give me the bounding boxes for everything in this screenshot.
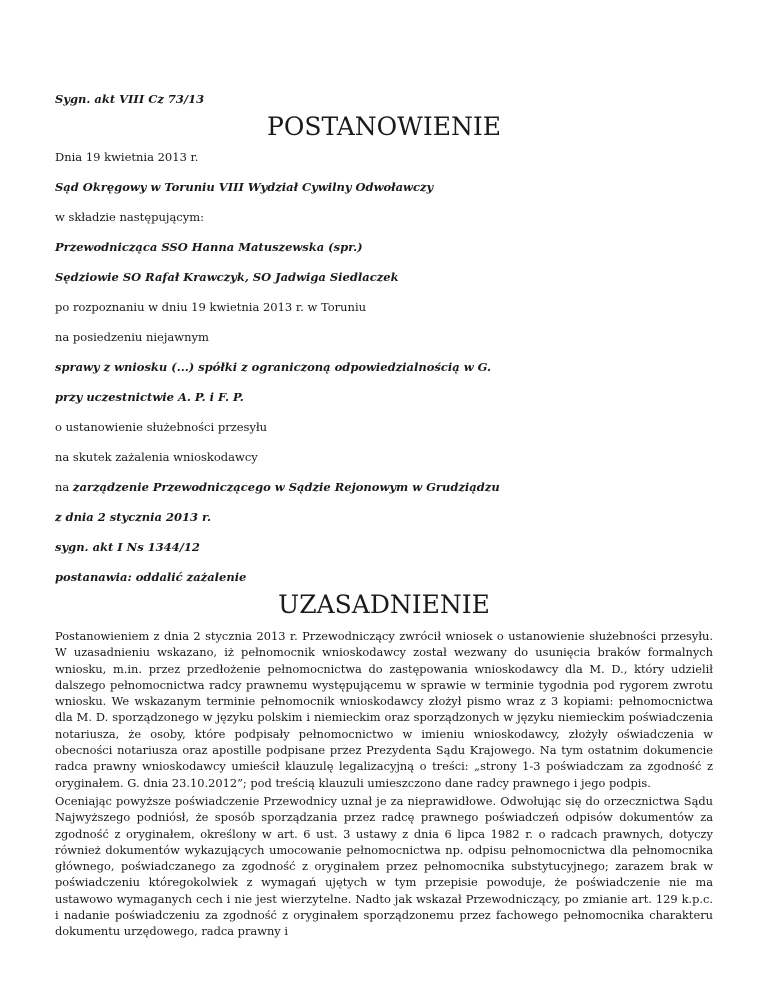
order-prefix: na	[55, 480, 73, 494]
order-line	[55, 480, 500, 494]
matter: o ustanowienie służebności przesyłu	[55, 420, 268, 434]
judges: Sędziowie SO Rafał Krawczyk, SO Jadwiga Siedlaczek	[55, 270, 399, 284]
ruling: postanawia: oddalić zażalenie	[55, 570, 247, 584]
court-name: Sąd Okręgowy w Toruniu VIII Wydział Cywilny Odwoławczy	[55, 180, 434, 194]
session-type: na posiedzeniu niejawnym	[55, 330, 209, 344]
page-title: POSTANOWIENIE	[267, 112, 501, 141]
justification-title: UZASADNIENIE	[278, 590, 490, 619]
date-line: Dnia 19 kwietnia 2013 r.	[55, 150, 199, 164]
participants: przy uczestnictwie A. P. i F. P.	[55, 390, 244, 404]
hearing-info: po rozpoznaniu w dniu 19 kwietnia 2013 r. w Toruniu	[55, 300, 367, 314]
presiding-judge: Przewodnicząca SSO Hanna Matuszewska (spr.)	[55, 240, 363, 254]
order-date: z dnia 2 stycznia 2013 r.	[55, 510, 211, 524]
case-subject: sprawy z wniosku (...) spółki z ograniczoną odpowiedzialnością w G.	[55, 360, 492, 374]
composition-intro: w składzie następującym:	[55, 210, 205, 224]
paragraph-2: Oceniając powyższe poświadczenie Przewodnicy uznał je za nieprawidłowe. Odwołując się do orzecznictwa Sądu Najwyższego podniósł, że sposób sporządzania przez radcę prawnego poświadczeń odpisów dokumentów za zgodność z oryginałem, określony w art. 6 ust. 3 ustawy z dnia 6 lipca 1982 r. o radcach prawnych, dotyczy również dokumentów wykazujących umocowanie pełnomocnictwa np. odpisu pełnomocnictwa dla pełnomocnika głównego, poświadczanego za zgodność z oryginałem przez pełnomocnika substytucyjnego; zarazem brak w poświadczeniu któregokolwiek z wymagań ujętych w tym przepisie powoduje, że poświadczenie nie ma ustawowo wymaganych cech i nie jest wierzytelne. Nadto jak wskazał Przewodniczący, po zmianie art. 129 k.p.c. i nadanie poświadczeniu za zgodność z oryginałem sporządzonemu przez fachowego pełnomocnika charakteru dokumentu urzędowego, radca prawny i	[55, 794, 713, 939]
complaint: na skutek zażalenia wnioskodawcy	[55, 450, 258, 464]
paragraph-1: Postanowieniem z dnia 2 stycznia 2013 r. Przewodniczący zwrócił wniosek o ustanowienie służebności przesyłu. W uzasadnieniu wskazano, iż pełnomocnik wnioskodawcy został wezwany do usunięcia braków formalnych wniosku, m.in. przez przedłożenie pełnomocnictwa do zastępowania wnioskodawcy dla M. D., który udzielił dalszego pełnomocnictwa radcy prawnemu występującemu w sprawie w terminie tygodnia pod rygorem zwrotu wniosku. We wskazanym terminie pełnomocnik wnioskodawcy złożył pismo wraz z 3 kopiami: pełnomocnictwa dla M. D. sporządzonego w języku polskim i niemieckim oraz sporządzonych w języku niemieckim poświadczenia notariusza, że osoby, które podpisały pełnomocnictwo w imieniu wnioskodawcy, złożyły oświadczenia w obecności notariusza oraz apostille podpisane przez Prezydenta Sądu Krajowego. Na tym ostatnim dokumencie radca prawny wnioskodawcy umieścił klauzulę legalizacyjną o treści: „strony 1-3 poświadczam za zgodność z oryginałem. G. dnia 23.10.2012”; pod treścią klauzuli umieszczono dane radcy prawnego i jego podpis.	[55, 629, 713, 790]
case-signature: Sygn. akt VIII Cz 73/13	[55, 92, 205, 106]
order-subject: zarządzenie Przewodniczącego w Sądzie Rejonowym w Grudziądzu	[72, 480, 500, 494]
order-signature: sygn. akt I Ns 1344/12	[55, 540, 200, 554]
